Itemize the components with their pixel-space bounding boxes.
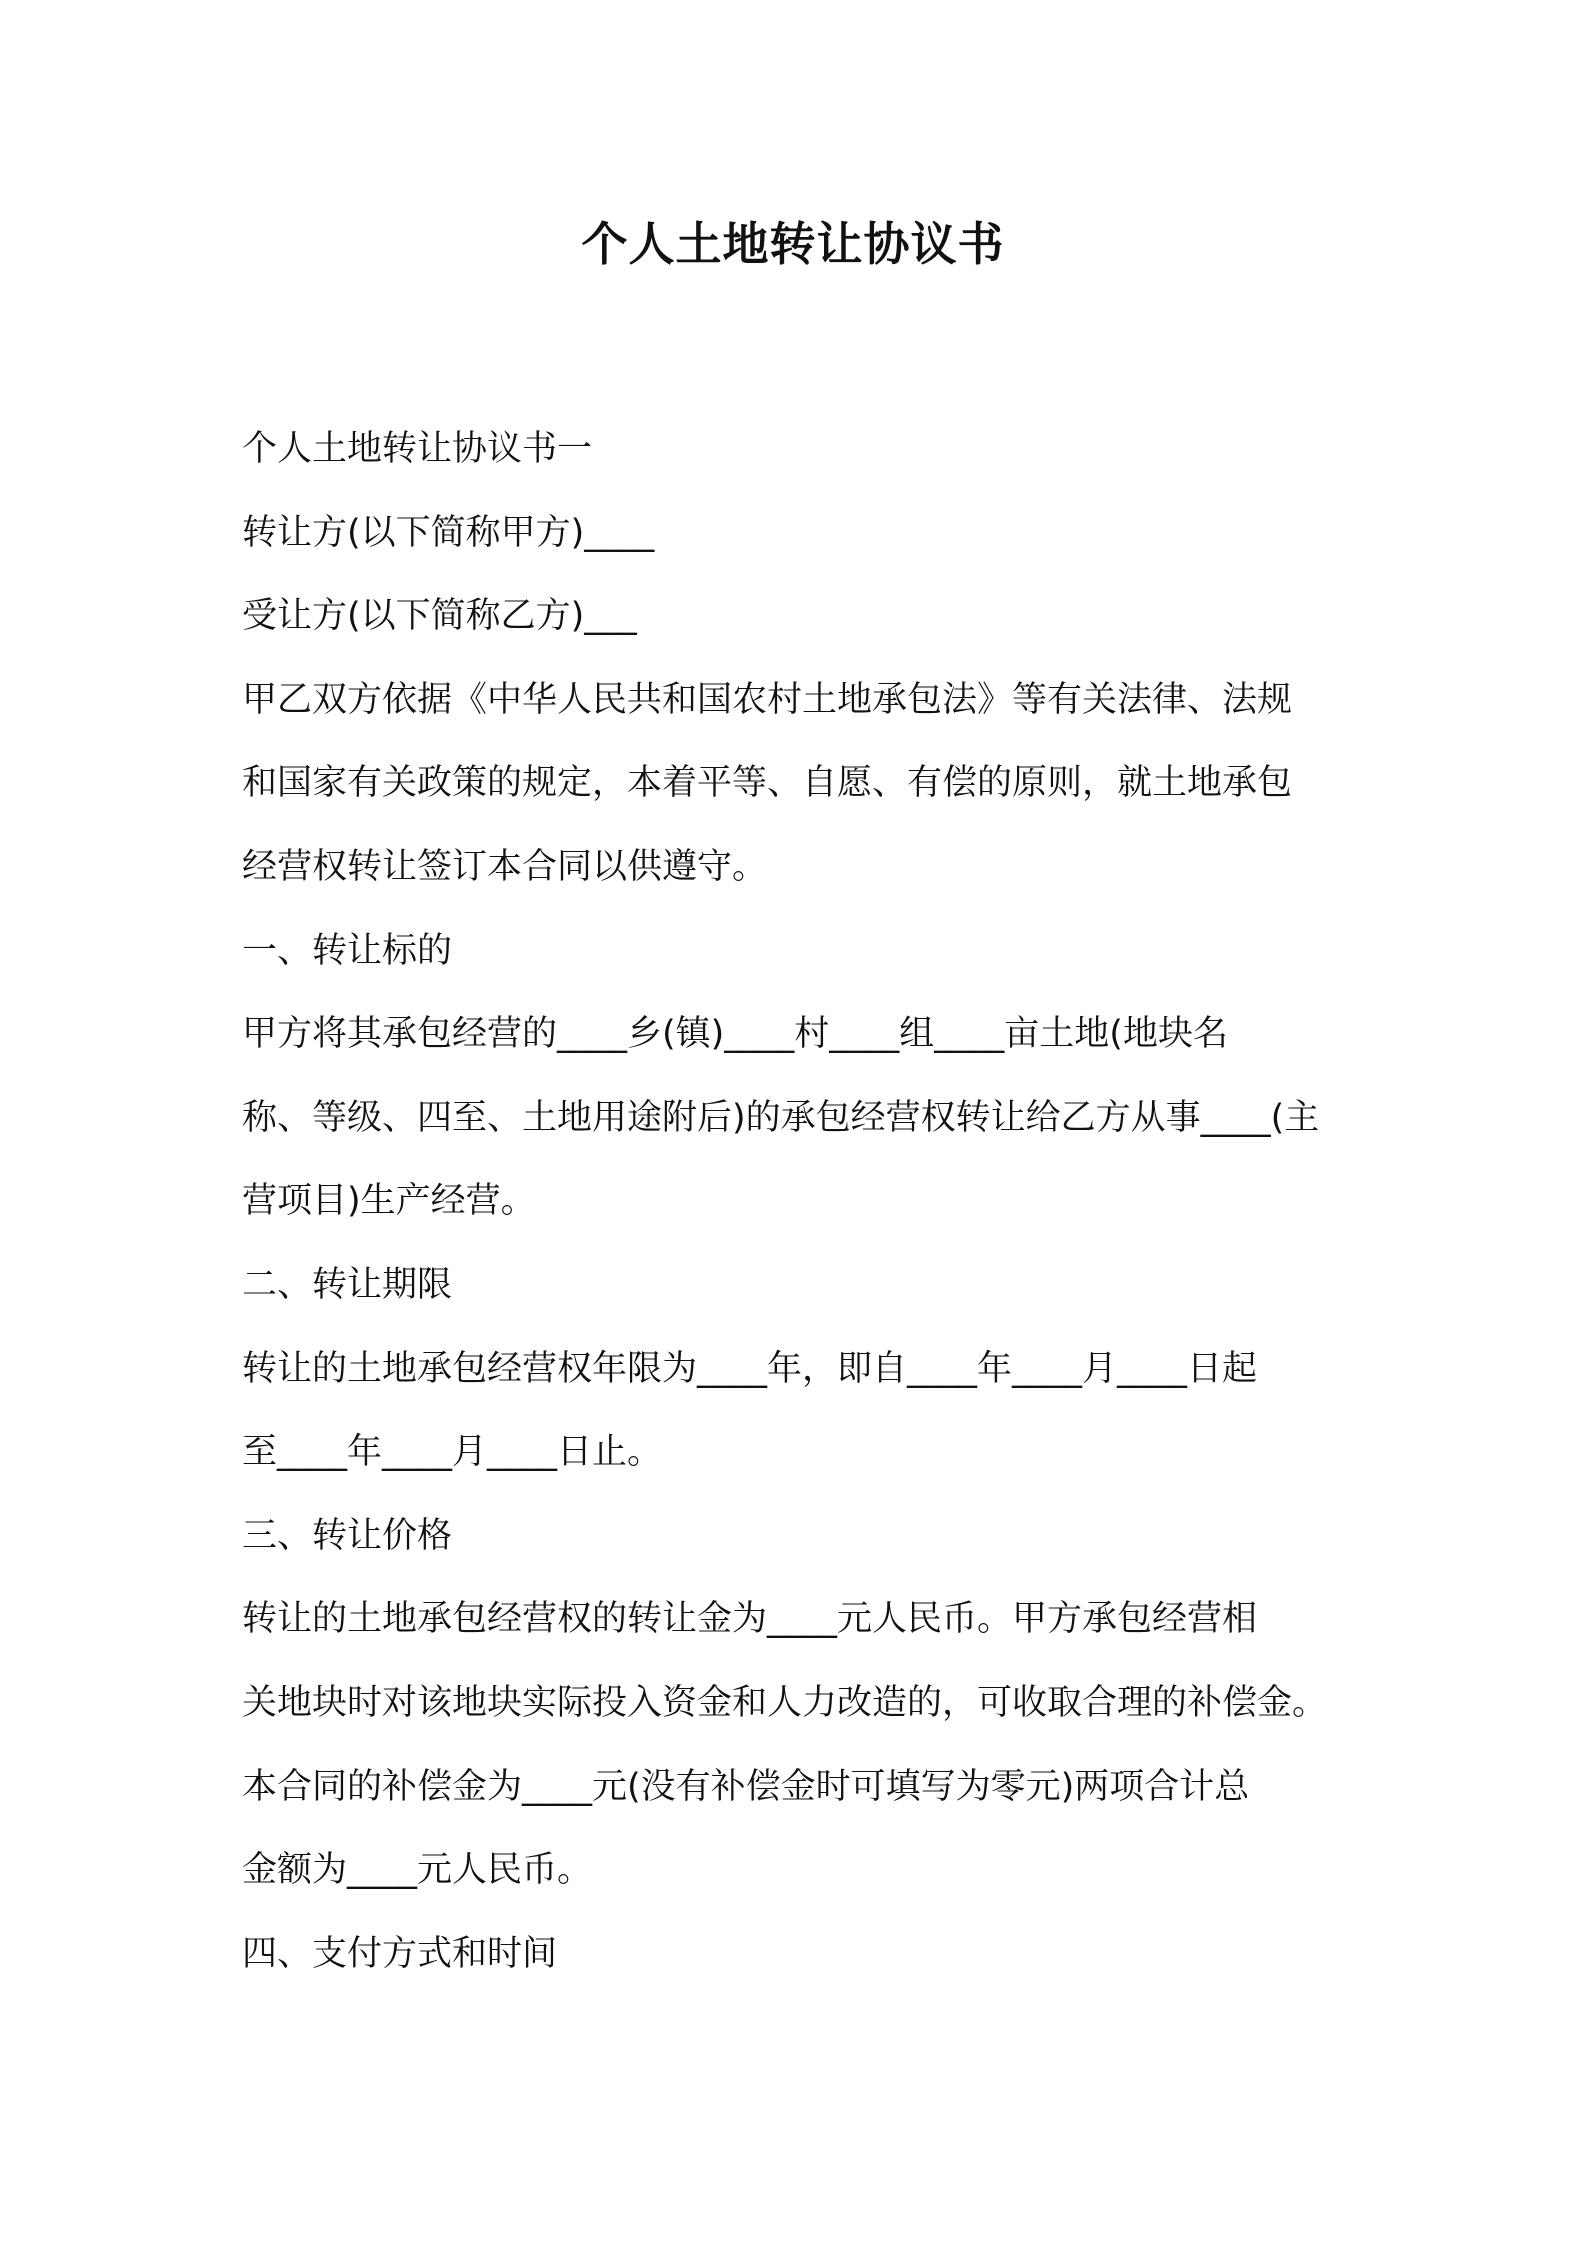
document-body (242, 408, 1402, 1996)
section-3-line-1: 转让的土地承包经营权的转让金为____元人民币。甲方承包经营相 (242, 1599, 1258, 1640)
subtitle-line: 个人土地转让协议书一 (242, 429, 593, 469)
section-2-line-1: 转让的土地承包经营权年限为____年，即自____年____月____日起 (242, 1348, 1258, 1389)
section-heading-1: 一、转让标的 (242, 930, 453, 971)
preamble-line-2: 和国家有关政策的规定，本着平等、自愿、有偿的原则，就土地承包 (242, 763, 1293, 804)
section-heading-2: 二、转让期限 (242, 1264, 453, 1305)
section-1-line-3: 营项目)生产经营。 (242, 1181, 536, 1222)
preamble-line-1: 甲乙双方依据《中华人民共和国农村土地承包法》等有关法律、法规 (242, 679, 1293, 720)
section-2-line-2: 至____年____月____日止。 (242, 1432, 663, 1473)
section-3-line-4: 金额为____元人民币。 (242, 1850, 593, 1891)
section-1-line-2: 称、等级、四至、土地用途附后)的承包经营权转让给乙方从事____(主 (242, 1097, 1320, 1138)
section-1-line-1: 甲方将其承包经营的____乡(镇)____村____组____亩土地(地块名 (242, 1014, 1228, 1055)
section-3-line-3: 本合同的补偿金为____元(没有补偿金时可填写为零元)两项合计总 (242, 1766, 1250, 1807)
preamble-line-3: 经营权转让签订本合同以供遵守。 (242, 846, 768, 887)
document-title: 个人土地转让协议书 (581, 217, 1005, 271)
section-heading-3: 三、转让价格 (242, 1515, 453, 1556)
transferee-line: 受让方(以下简称乙方)___ (242, 596, 637, 637)
section-3-line-2: 关地块时对该地块实际投入资金和人力改造的，可收取合理的补偿金。 (242, 1682, 1328, 1723)
section-heading-4: 四、支付方式和时间 (242, 1933, 558, 1974)
transferor-line: 转让方(以下简称甲方)____ (242, 512, 655, 553)
